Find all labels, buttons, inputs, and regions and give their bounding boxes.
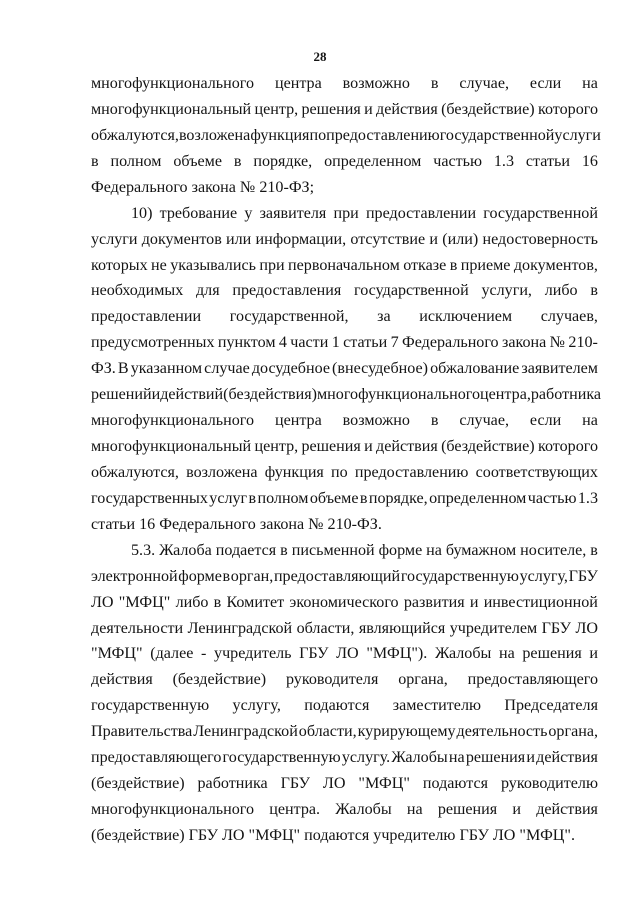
text-line [91, 487, 598, 511]
word: обжалуются, [91, 127, 179, 144]
word: электронной [91, 568, 178, 585]
word: решения [465, 749, 526, 766]
word: (бездействие) [441, 101, 535, 118]
word: действий [160, 386, 224, 403]
text-line [91, 617, 598, 641]
word: центра [274, 75, 322, 92]
word: обжалование [430, 360, 520, 377]
word: "МФЦ" [118, 594, 171, 611]
word: указанном [130, 360, 203, 377]
word: в [233, 153, 242, 170]
word: ФЗ. [91, 360, 116, 377]
word: если [529, 412, 562, 429]
word: центр, [254, 101, 299, 118]
word: многофункциональный [91, 438, 252, 455]
word: государственной [354, 282, 469, 299]
word: и [429, 231, 439, 248]
word: предоставлению [354, 464, 469, 481]
word: документов, [513, 257, 598, 274]
word: работника [530, 386, 602, 403]
word: при [259, 257, 285, 274]
word: решения [522, 645, 582, 662]
word: бумажном [445, 542, 517, 559]
word: досудебное [251, 360, 330, 377]
word: руководителя [285, 671, 379, 688]
word: действия [376, 438, 438, 455]
word: которого [537, 438, 598, 455]
word: ЛО [91, 594, 114, 611]
text-line [91, 694, 598, 718]
word: учредитель [214, 645, 292, 662]
word: (бездействия) [223, 386, 317, 403]
word: отказе [403, 257, 447, 274]
word: "МФЦ" [91, 645, 143, 662]
word: случае [204, 360, 250, 377]
word: за [377, 308, 391, 325]
text-line [91, 228, 598, 252]
text-line [91, 124, 601, 148]
word: руководителю [500, 775, 598, 792]
word: и [364, 101, 373, 118]
word: орган, [230, 568, 274, 585]
word: центра, [480, 386, 531, 403]
word: указывались [170, 257, 256, 274]
word: Федерального [402, 334, 499, 351]
word: заявителя [259, 205, 327, 222]
text-line [91, 798, 598, 822]
text-line [91, 746, 598, 770]
word: у [244, 205, 253, 222]
word: случае, [459, 412, 509, 429]
word: решения [437, 801, 498, 818]
word: заместителю [392, 697, 481, 714]
word: случаев, [540, 308, 598, 325]
text-line [91, 409, 598, 433]
word: 1.3 [577, 490, 598, 507]
word: требование [159, 205, 238, 222]
word: учредителем [449, 620, 538, 637]
text-line [91, 279, 598, 303]
word: в [590, 282, 598, 299]
word: закона [501, 334, 547, 351]
word: частью [527, 490, 577, 507]
text-line [91, 383, 602, 407]
word: 210- [568, 334, 598, 351]
word: по [309, 127, 327, 144]
word: деятельность [456, 723, 548, 740]
text-line [131, 539, 598, 563]
word: государственную [91, 697, 210, 714]
word: не [151, 257, 167, 274]
word: предоставления [232, 282, 342, 299]
word: полном [257, 490, 309, 507]
word: государственной, [229, 308, 349, 325]
word: (или) [442, 231, 479, 248]
word: частью [433, 153, 483, 170]
word: возложена [178, 127, 251, 144]
word: центр, [254, 438, 299, 455]
word: в [248, 490, 257, 507]
word: решений [91, 386, 152, 403]
word: предоставляющего [467, 671, 598, 688]
word: ЛО [336, 645, 359, 662]
word: предоставлению [326, 127, 440, 144]
word: статьи [525, 153, 570, 170]
word: предоставляющего [91, 749, 222, 766]
word: государственной [483, 205, 598, 222]
word: услуги [554, 127, 601, 144]
word: если [529, 75, 562, 92]
word: решения [301, 101, 361, 118]
word: курирующему [357, 723, 456, 740]
word: 5.3. [131, 542, 156, 559]
word: в [590, 542, 598, 559]
word: носителе, [520, 542, 587, 559]
text-line [91, 461, 598, 485]
word: услуги [91, 231, 138, 248]
word: Ленинградской [187, 620, 293, 637]
word: в [222, 568, 231, 585]
word: государственную [222, 749, 341, 766]
word: Ленинградской [193, 723, 298, 740]
word: либо [544, 282, 578, 299]
word: на [582, 75, 598, 92]
word: инвестиционной [483, 594, 598, 611]
word: услугу. [341, 749, 391, 766]
word: статьи [343, 334, 388, 351]
word: объеме [173, 153, 222, 170]
word: решения [301, 438, 361, 455]
word: (бездействие) [441, 438, 535, 455]
word: услуг [209, 490, 248, 507]
word: действия [536, 801, 598, 818]
word: Комитет [226, 594, 285, 611]
text-line [91, 150, 598, 174]
word: действия [376, 101, 438, 118]
word: ЛО [575, 620, 598, 637]
word: заявителем [521, 360, 598, 377]
text-line [91, 565, 598, 589]
word: и [589, 645, 598, 662]
word: подаются [422, 775, 489, 792]
word: и [526, 749, 535, 766]
word: по [331, 464, 348, 481]
word: органа, [398, 671, 448, 688]
word: на [448, 749, 465, 766]
word: определенном [429, 490, 527, 507]
word: в [213, 594, 222, 611]
text-line [91, 720, 598, 744]
word: предоставляющий [273, 568, 401, 585]
word: форме [178, 568, 222, 585]
word: 10) [131, 205, 153, 222]
word: многофункционального [317, 386, 481, 403]
word: соответствующих [475, 464, 598, 481]
word: исключением [419, 308, 513, 325]
word: 4 [278, 334, 287, 351]
word: которых [91, 257, 148, 274]
word: полном [110, 153, 162, 170]
word: 1 [331, 334, 340, 351]
word: письменной [291, 542, 375, 559]
word: услугу, [232, 697, 281, 714]
word: экономического [289, 594, 399, 611]
word: ЛО [322, 775, 346, 792]
word: 1.3 [493, 153, 514, 170]
word: В [117, 360, 129, 377]
word: необходимых [91, 282, 184, 299]
word: в [449, 257, 458, 274]
word: для [195, 282, 220, 299]
word: ГБУ [568, 568, 598, 585]
word: Правительства [91, 723, 193, 740]
word: предоставлении [91, 308, 202, 325]
word: многофункционального [91, 75, 255, 92]
word: действия [91, 671, 153, 688]
word: на [426, 542, 442, 559]
word: информации, [255, 231, 347, 248]
word: Жалоба [159, 542, 212, 559]
word: при [333, 205, 359, 222]
word: 16 [581, 153, 598, 170]
word: порядке, [253, 153, 313, 170]
text-line: Федерального закона № 210-ФЗ; [91, 179, 315, 196]
word: которого [537, 101, 598, 118]
word: Жалобы [335, 801, 392, 818]
word: предоставлении [365, 205, 477, 222]
text-line [91, 331, 598, 355]
text-line [91, 305, 598, 329]
word: возможно [342, 412, 410, 429]
word: отсутствие [350, 231, 426, 248]
word: государственных [91, 490, 208, 507]
word: № [549, 334, 566, 351]
text-line: (бездействие) ГБУ ЛО "МФЦ" подаются учредителю ГБУ ЛО "МФЦ". [91, 827, 576, 844]
word: части [290, 334, 329, 351]
word: первоначальном [288, 257, 400, 274]
word: или [226, 231, 252, 248]
word: и [512, 801, 522, 818]
word: объеме [309, 490, 359, 507]
word: подается [215, 542, 277, 559]
word: в [91, 153, 99, 170]
word: (внесудебное) [332, 360, 428, 377]
word: области, [298, 723, 357, 740]
text-line: статьи 16 Федерального закона № 210-ФЗ. [91, 516, 382, 533]
word: работника [197, 775, 268, 792]
word: возможно [342, 75, 410, 92]
word: (бездействие) [91, 775, 185, 792]
word: услуги, [481, 282, 532, 299]
word: документов [141, 231, 222, 248]
word: деятельности [91, 620, 184, 637]
word: Жалобы [391, 749, 448, 766]
word: - [201, 645, 207, 662]
word: и [364, 438, 373, 455]
text-line [91, 98, 598, 122]
word: многофункционального [91, 412, 255, 429]
word: недостоверность [482, 231, 598, 248]
word: в [430, 75, 439, 92]
word: государственной [439, 127, 555, 144]
text-line [131, 202, 598, 226]
word: случае, [459, 75, 509, 92]
word: ГБУ [299, 645, 329, 662]
word: приеме [460, 257, 511, 274]
word: пунктом [217, 334, 276, 351]
word: Жалобы [434, 645, 492, 662]
word: и [151, 386, 161, 403]
word: государственную [400, 568, 519, 585]
word: в [430, 412, 439, 429]
word: развития [403, 594, 465, 611]
word: действия [536, 749, 598, 766]
word: многофункционального [91, 801, 255, 818]
word: на [406, 801, 423, 818]
word: ГБУ [541, 620, 571, 637]
text-line [91, 668, 598, 692]
word: возложена [186, 464, 258, 481]
word: центра. [269, 801, 321, 818]
text-line [91, 357, 598, 381]
text-line [91, 435, 598, 459]
word: и [469, 594, 479, 611]
word: форме [378, 542, 423, 559]
word: функция [250, 127, 310, 144]
word: либо [175, 594, 209, 611]
text-line [91, 772, 598, 796]
word: услугу, [519, 568, 568, 585]
word: в [359, 490, 368, 507]
word: многофункциональный [91, 101, 252, 118]
text-line [91, 642, 598, 666]
word: обжалуются, [91, 464, 179, 481]
text-line [91, 591, 598, 615]
word: определенном [324, 153, 422, 170]
word: области, [296, 620, 355, 637]
page-number: 28 [313, 49, 327, 64]
word: являющийся [358, 620, 446, 637]
word: на [498, 645, 515, 662]
text-line [91, 72, 598, 96]
word: 7 [390, 334, 399, 351]
word: подаются [304, 697, 370, 714]
word: Председателя [504, 697, 598, 714]
word: (далее [150, 645, 194, 662]
word: (бездействие) [172, 671, 267, 688]
word: ГБУ [280, 775, 310, 792]
word: порядке, [368, 490, 428, 507]
word: "МФЦ"). [366, 645, 428, 662]
word: органа, [548, 723, 598, 740]
text-line [91, 254, 598, 278]
word: в [280, 542, 288, 559]
word: центра [274, 412, 322, 429]
word: предусмотренных [91, 334, 215, 351]
word: функция [264, 464, 324, 481]
word: на [582, 412, 598, 429]
word: "МФЦ" [358, 775, 410, 792]
